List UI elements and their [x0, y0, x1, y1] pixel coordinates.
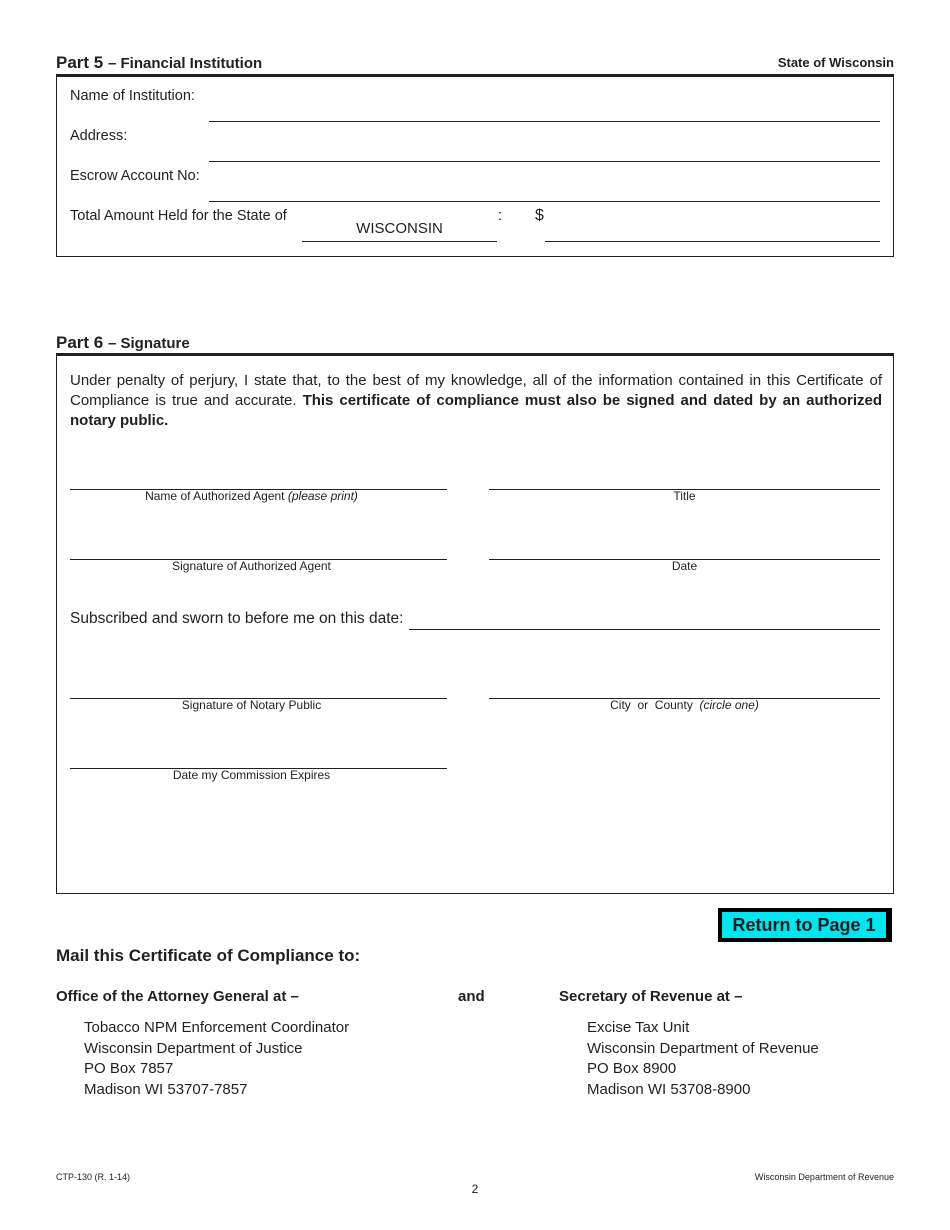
agent-name-caption — [70, 489, 433, 503]
state-value: WISCONSIN — [356, 220, 443, 237]
institution-field[interactable] — [209, 121, 880, 122]
state-field[interactable] — [302, 241, 497, 242]
title-caption: Title — [673, 489, 696, 503]
sworn-date-field[interactable] — [409, 629, 880, 630]
part6-subtitle: – Signature — [107, 335, 190, 352]
rev-address-line: Wisconsin Department of Revenue — [587, 1039, 819, 1057]
total-label: Total Amount Held for the State of — [70, 208, 287, 224]
institution-label: Name of Institution: — [70, 88, 195, 104]
return-to-page-1-button[interactable]: Return to Page 1 — [722, 912, 886, 938]
ag-address-line: Madison WI 53707-7857 — [84, 1080, 248, 1098]
page-number: 2 — [471, 1182, 479, 1196]
part5-title — [56, 53, 262, 73]
date-caption: Date — [671, 559, 698, 573]
agent-signature-caption: Signature of Authorized Agent — [172, 559, 331, 573]
address-label: Address: — [70, 128, 128, 144]
perjury-statement — [70, 371, 882, 431]
rev-heading: Secretary of Revenue at – — [559, 988, 743, 1005]
statement-text: Under penalty of perjury, I state that, to the best of my knowledge, all of the information contained in this Certificate of Compliance is true and accurate. — [70, 372, 882, 409]
ag-address-line: Tobacco NPM Enforcement Coordinator — [84, 1019, 350, 1036]
dollar-sign: $ — [535, 207, 544, 224]
notary-signature-caption: Signature of Notary Public — [181, 698, 322, 712]
rev-address — [587, 1018, 819, 1100]
part5-label: Part 5 — [56, 53, 104, 72]
part6-label: Part 6 — [56, 333, 104, 352]
agent-name-caption-text: Name of Authorized Agent — [145, 489, 285, 503]
escrow-field[interactable] — [209, 201, 880, 202]
agent-name-caption-note: (please print) — [287, 489, 358, 503]
rev-address-line: Madison WI 53708-8900 — [587, 1080, 751, 1098]
state-header: State of Wisconsin — [777, 55, 894, 70]
part5-subtitle: – Financial Institution — [107, 55, 263, 72]
escrow-label: Escrow Account No: — [70, 168, 200, 184]
ag-address — [84, 1018, 349, 1100]
form-id: CTP-130 (R. 1-14) — [56, 1172, 131, 1182]
ag-heading: Office of the Attorney General at – — [56, 988, 299, 1005]
footer-department: Wisconsin Department of Revenue — [754, 1172, 894, 1182]
return-button-frame — [718, 908, 892, 942]
city-county-caption-text: City or County — [610, 698, 693, 712]
city-county-caption — [489, 698, 880, 712]
amount-field[interactable] — [545, 241, 880, 242]
rev-address-line: PO Box 8900 — [587, 1060, 677, 1077]
colon: : — [498, 208, 503, 224]
part6-title — [56, 333, 190, 353]
statement-bold-text: This certificate of compliance must also be signed and dated by an authorized notary public. — [70, 392, 883, 429]
mail-heading: Mail this Certificate of Compliance to: — [56, 946, 361, 965]
ag-address-line: PO Box 7857 — [84, 1060, 174, 1077]
sworn-label: Subscribed and sworn to before me on this date: — [70, 610, 404, 627]
rev-address-line: Excise Tax Unit — [587, 1019, 690, 1036]
commission-caption: Date my Commission Expires — [172, 768, 331, 782]
city-county-caption-note: (circle one) — [699, 698, 759, 712]
ag-address-line: Wisconsin Department of Justice — [84, 1039, 303, 1057]
address-field[interactable] — [209, 161, 880, 162]
and-label: and — [458, 988, 485, 1005]
